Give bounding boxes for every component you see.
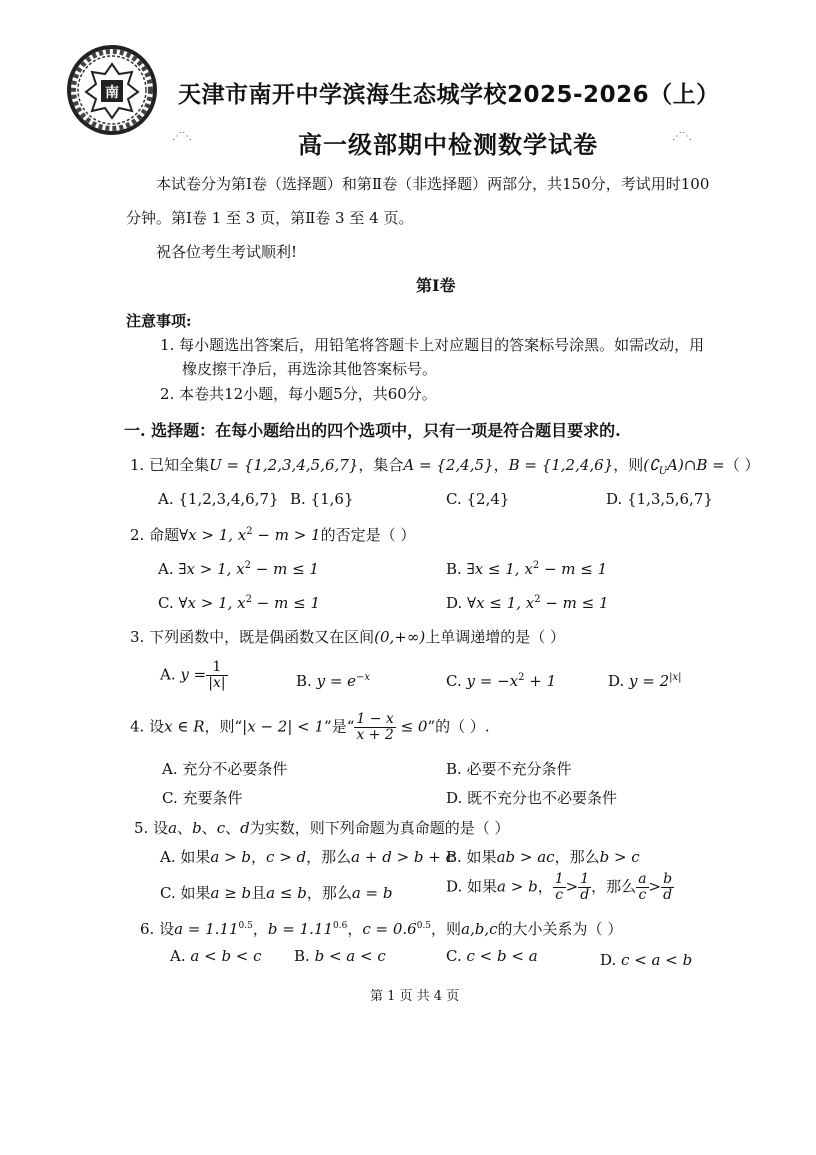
q6-text: 的大小关系为（ ） <box>497 920 623 938</box>
q2-math: ∀x > 1, x <box>179 526 247 544</box>
q6-text: ， <box>252 920 268 938</box>
option-text: B. 如果 <box>446 848 497 866</box>
q1-text: （ ） <box>724 456 760 474</box>
page-footer: 第 1 页 共 4 页 <box>370 989 460 1004</box>
q6-math: a,b,c <box>461 920 498 938</box>
q1-text: 1. 已知全集 <box>130 456 210 474</box>
q6-math: a = 1.11 <box>174 920 239 938</box>
q5-math: d <box>240 819 250 837</box>
fraction-numerator: 1 <box>206 660 227 676</box>
fraction-denominator: d <box>663 887 673 903</box>
q1-math: U <box>658 466 668 477</box>
option-math: a > b <box>210 848 252 866</box>
option-math: c < a < b <box>621 951 693 969</box>
option-math: − m ≤ 1 <box>251 560 319 578</box>
q5-text: 5. 设 <box>134 819 169 837</box>
option-math: 2 <box>532 560 540 571</box>
question-1-stem <box>130 454 760 477</box>
q3-text: 上单调递增的是（ ） <box>425 628 565 646</box>
option-math: b < a < c <box>314 947 386 965</box>
option-math: y = 2 <box>629 672 670 690</box>
option-label: A. <box>170 947 186 965</box>
fraction-numerator: 1 − x <box>356 711 394 727</box>
question-2-stem <box>130 524 415 545</box>
q2-text: 的否定是（ ） <box>320 526 416 544</box>
q5-option-a <box>160 846 454 867</box>
q3-option-b <box>296 672 370 690</box>
option-label: C. <box>158 594 179 612</box>
option-math: > <box>648 877 662 896</box>
q6-math: b = 1.11 <box>267 920 333 938</box>
q3-option-c <box>446 672 556 690</box>
q5-text: 为实数，则下列命题为真命题的是（ ） <box>249 819 510 837</box>
option-math: a + d > b + c <box>351 848 455 866</box>
q1-math: B = {1,2,4,6} <box>508 456 614 474</box>
option-math: ∀x > 1, x <box>178 594 246 612</box>
option-math: − m ≤ 1 <box>252 594 320 612</box>
option-label: A. <box>158 560 179 578</box>
q5-option-d <box>446 872 674 903</box>
intro-line: 分钟。第Ⅰ卷 1 至 3 页，第Ⅱ卷 3 至 4 页。 <box>126 209 414 227</box>
option-math: y = <box>180 665 207 684</box>
q6-math: c = 0.6 <box>362 920 417 938</box>
q4-math: ≤ 0 <box>395 717 428 736</box>
q1-math: A = {2,4,5} <box>403 456 494 474</box>
q3-option-d <box>608 672 682 690</box>
option-math: b > c <box>599 848 640 866</box>
q4-text: ”是“ <box>324 717 355 736</box>
q4-option-c: C. 充要条件 <box>162 789 243 807</box>
fraction <box>661 872 674 903</box>
q6-math: 0.5 <box>416 921 432 931</box>
q6-math: 0.6 <box>333 921 348 931</box>
option-math: a < b < c <box>190 947 262 965</box>
fraction-denominator: c <box>638 887 647 903</box>
q1-option-b: B. {1,6} <box>290 490 354 508</box>
option-label: B. <box>446 560 467 578</box>
fraction <box>578 872 591 903</box>
fraction <box>206 660 227 691</box>
option-math: > <box>565 877 579 896</box>
fraction <box>636 872 648 903</box>
q3-text: 3. 下列函数中，既是偶函数又在区间 <box>130 628 375 646</box>
option-math: a = b <box>351 884 393 902</box>
option-text: D. 如果 <box>446 877 498 896</box>
q1-option-a: A. {1,2,3,4,6,7} <box>158 490 279 508</box>
option-math: 2 <box>534 594 541 605</box>
option-math: + 1 <box>524 672 557 690</box>
option-label: B. <box>294 947 310 965</box>
option-text: 且 <box>251 884 267 902</box>
fraction-numerator: a <box>638 871 647 887</box>
q1-math: (∁ <box>643 456 659 474</box>
fraction-denominator: d <box>580 887 590 903</box>
option-math: − m ≤ 1 <box>539 560 608 578</box>
option-math: − m ≤ 1 <box>540 594 609 612</box>
option-label: D. <box>600 951 617 969</box>
q6-math: 0.5 <box>238 921 253 931</box>
option-text: ，那么 <box>554 848 600 866</box>
option-label: B. <box>296 672 312 690</box>
option-label: D. <box>608 672 625 690</box>
q4-math: |x − 2| < 1 <box>242 717 325 736</box>
option-math: ab > ac <box>496 848 555 866</box>
q1-text: ，集合 <box>358 456 404 474</box>
q5-math: a <box>168 819 178 837</box>
option-math: c > d <box>266 848 307 866</box>
q6-option-c <box>446 947 538 965</box>
option-math: 2 <box>518 672 525 683</box>
school-title: 天津市南开中学滨海生态城学校2025-2026（上） <box>178 82 720 108</box>
notes-heading: 注意事项: <box>126 312 192 330</box>
q5-math: b <box>192 819 202 837</box>
svg-text:南: 南 <box>105 85 119 101</box>
option-math: y = −x <box>466 672 519 690</box>
option-math: ∀x ≤ 1, x <box>467 594 535 612</box>
fraction-numerator: 1 <box>578 872 591 888</box>
q5-option-c <box>160 882 392 903</box>
option-label: D. <box>446 594 468 612</box>
q6-text: ， <box>347 920 363 938</box>
question-6-stem <box>140 918 622 939</box>
q2-math: − m > 1 <box>252 526 321 544</box>
q5-text: 、 <box>225 819 241 837</box>
fraction <box>354 712 395 743</box>
q4-math: x ∈ R <box>164 717 205 736</box>
q6-option-b <box>294 947 386 965</box>
q1-text: ， <box>493 456 509 474</box>
q6-option-a <box>170 947 262 965</box>
question-4-stem <box>130 712 490 743</box>
q2-math: 2 <box>246 526 253 537</box>
option-text: ， <box>537 877 553 896</box>
option-label: A. <box>160 665 176 684</box>
option-math: −x <box>356 672 371 683</box>
note-item: 2. 本卷共12小题，每小题5分，共60分。 <box>160 385 437 403</box>
option-math: c < b < a <box>466 947 538 965</box>
exam-title: 高一级部期中检测数学试卷 <box>298 131 598 159</box>
q4-option-a: A. 充分不必要条件 <box>162 760 288 778</box>
option-label: C. <box>446 672 462 690</box>
scan-speck: ⋰⋱ <box>172 131 192 142</box>
option-label: C. <box>446 947 462 965</box>
q6-option-d <box>600 951 692 969</box>
q4-text: ”的（ ）. <box>427 717 490 736</box>
note-item: 橡皮擦干净后，再选涂其他答案标号。 <box>182 360 438 378</box>
q5-text: 、 <box>177 819 193 837</box>
option-text: ，那么 <box>591 877 637 896</box>
question-3-stem <box>130 626 565 647</box>
option-math: a ≤ b <box>266 884 307 902</box>
question-5-stem <box>134 817 510 838</box>
option-math: a ≥ b <box>210 884 252 902</box>
fraction-numerator: b <box>663 871 673 887</box>
q2-option-a <box>158 560 319 578</box>
fraction-denominator: c <box>555 887 564 903</box>
option-math: 2 <box>245 594 253 605</box>
part-heading: 一. 选择题：在每小题给出的四个选项中，只有一项是符合题目要求的. <box>124 421 621 440</box>
intro-line: 祝各位考生考试顺利! <box>156 243 298 261</box>
note-item: 1. 每小题选出答案后，用铅笔将答题卡上对应题目的答案标号涂黑。如需改动，用 <box>160 336 705 354</box>
q4-text: 4. 设 <box>130 717 165 736</box>
school-seal-icon <box>66 44 158 136</box>
section-heading: 第Ⅰ卷 <box>416 276 456 295</box>
option-math: ∃x ≤ 1, x <box>466 560 533 578</box>
q6-text: 6. 设 <box>140 920 175 938</box>
q3-math: (0,+∞) <box>374 628 426 646</box>
option-text: ， <box>251 848 267 866</box>
q4-option-d: D. 既不充分也不必要条件 <box>446 789 618 807</box>
q1-math: U = {1,2,3,4,5,6,7} <box>209 456 359 474</box>
fraction-denominator: |x| <box>208 675 226 691</box>
option-math: |x| <box>669 672 682 683</box>
q1-math: A)∩B = <box>667 456 725 474</box>
option-math: y = e <box>316 672 357 690</box>
option-math: ∃x > 1, x <box>178 560 245 578</box>
scan-speck: ⋰⋱ <box>672 131 692 142</box>
q5-option-b <box>446 846 640 867</box>
option-text: ，那么 <box>306 884 352 902</box>
option-math: a > b <box>497 877 538 896</box>
q6-text: ，则 <box>431 920 462 938</box>
fraction-denominator: x + 2 <box>356 727 394 743</box>
q5-text: 、 <box>201 819 217 837</box>
q1-option-d: D. {1,3,5,6,7} <box>606 490 713 508</box>
q2-option-b <box>446 560 607 578</box>
option-text: ，那么 <box>306 848 352 866</box>
q5-math: c <box>216 819 226 837</box>
q4-option-b: B. 必要不充分条件 <box>446 760 572 778</box>
intro-line: 本试卷分为第Ⅰ卷（选择题）和第Ⅱ卷（非选择题）两部分，共150分，考试用时100 <box>156 175 710 193</box>
option-math: 2 <box>244 560 251 571</box>
q4-text: ，则“ <box>204 717 243 736</box>
fraction-numerator: 1 <box>554 871 564 887</box>
option-text: C. 如果 <box>160 884 211 902</box>
q1-option-c: C. {2,4} <box>446 490 510 508</box>
fraction <box>553 872 566 903</box>
option-text: A. 如果 <box>160 848 211 866</box>
q2-option-d <box>446 594 609 612</box>
q3-option-a <box>160 660 228 691</box>
q2-text: 2. 命题 <box>130 526 180 544</box>
q1-text: ，则 <box>613 456 644 474</box>
q2-option-c <box>158 594 320 612</box>
